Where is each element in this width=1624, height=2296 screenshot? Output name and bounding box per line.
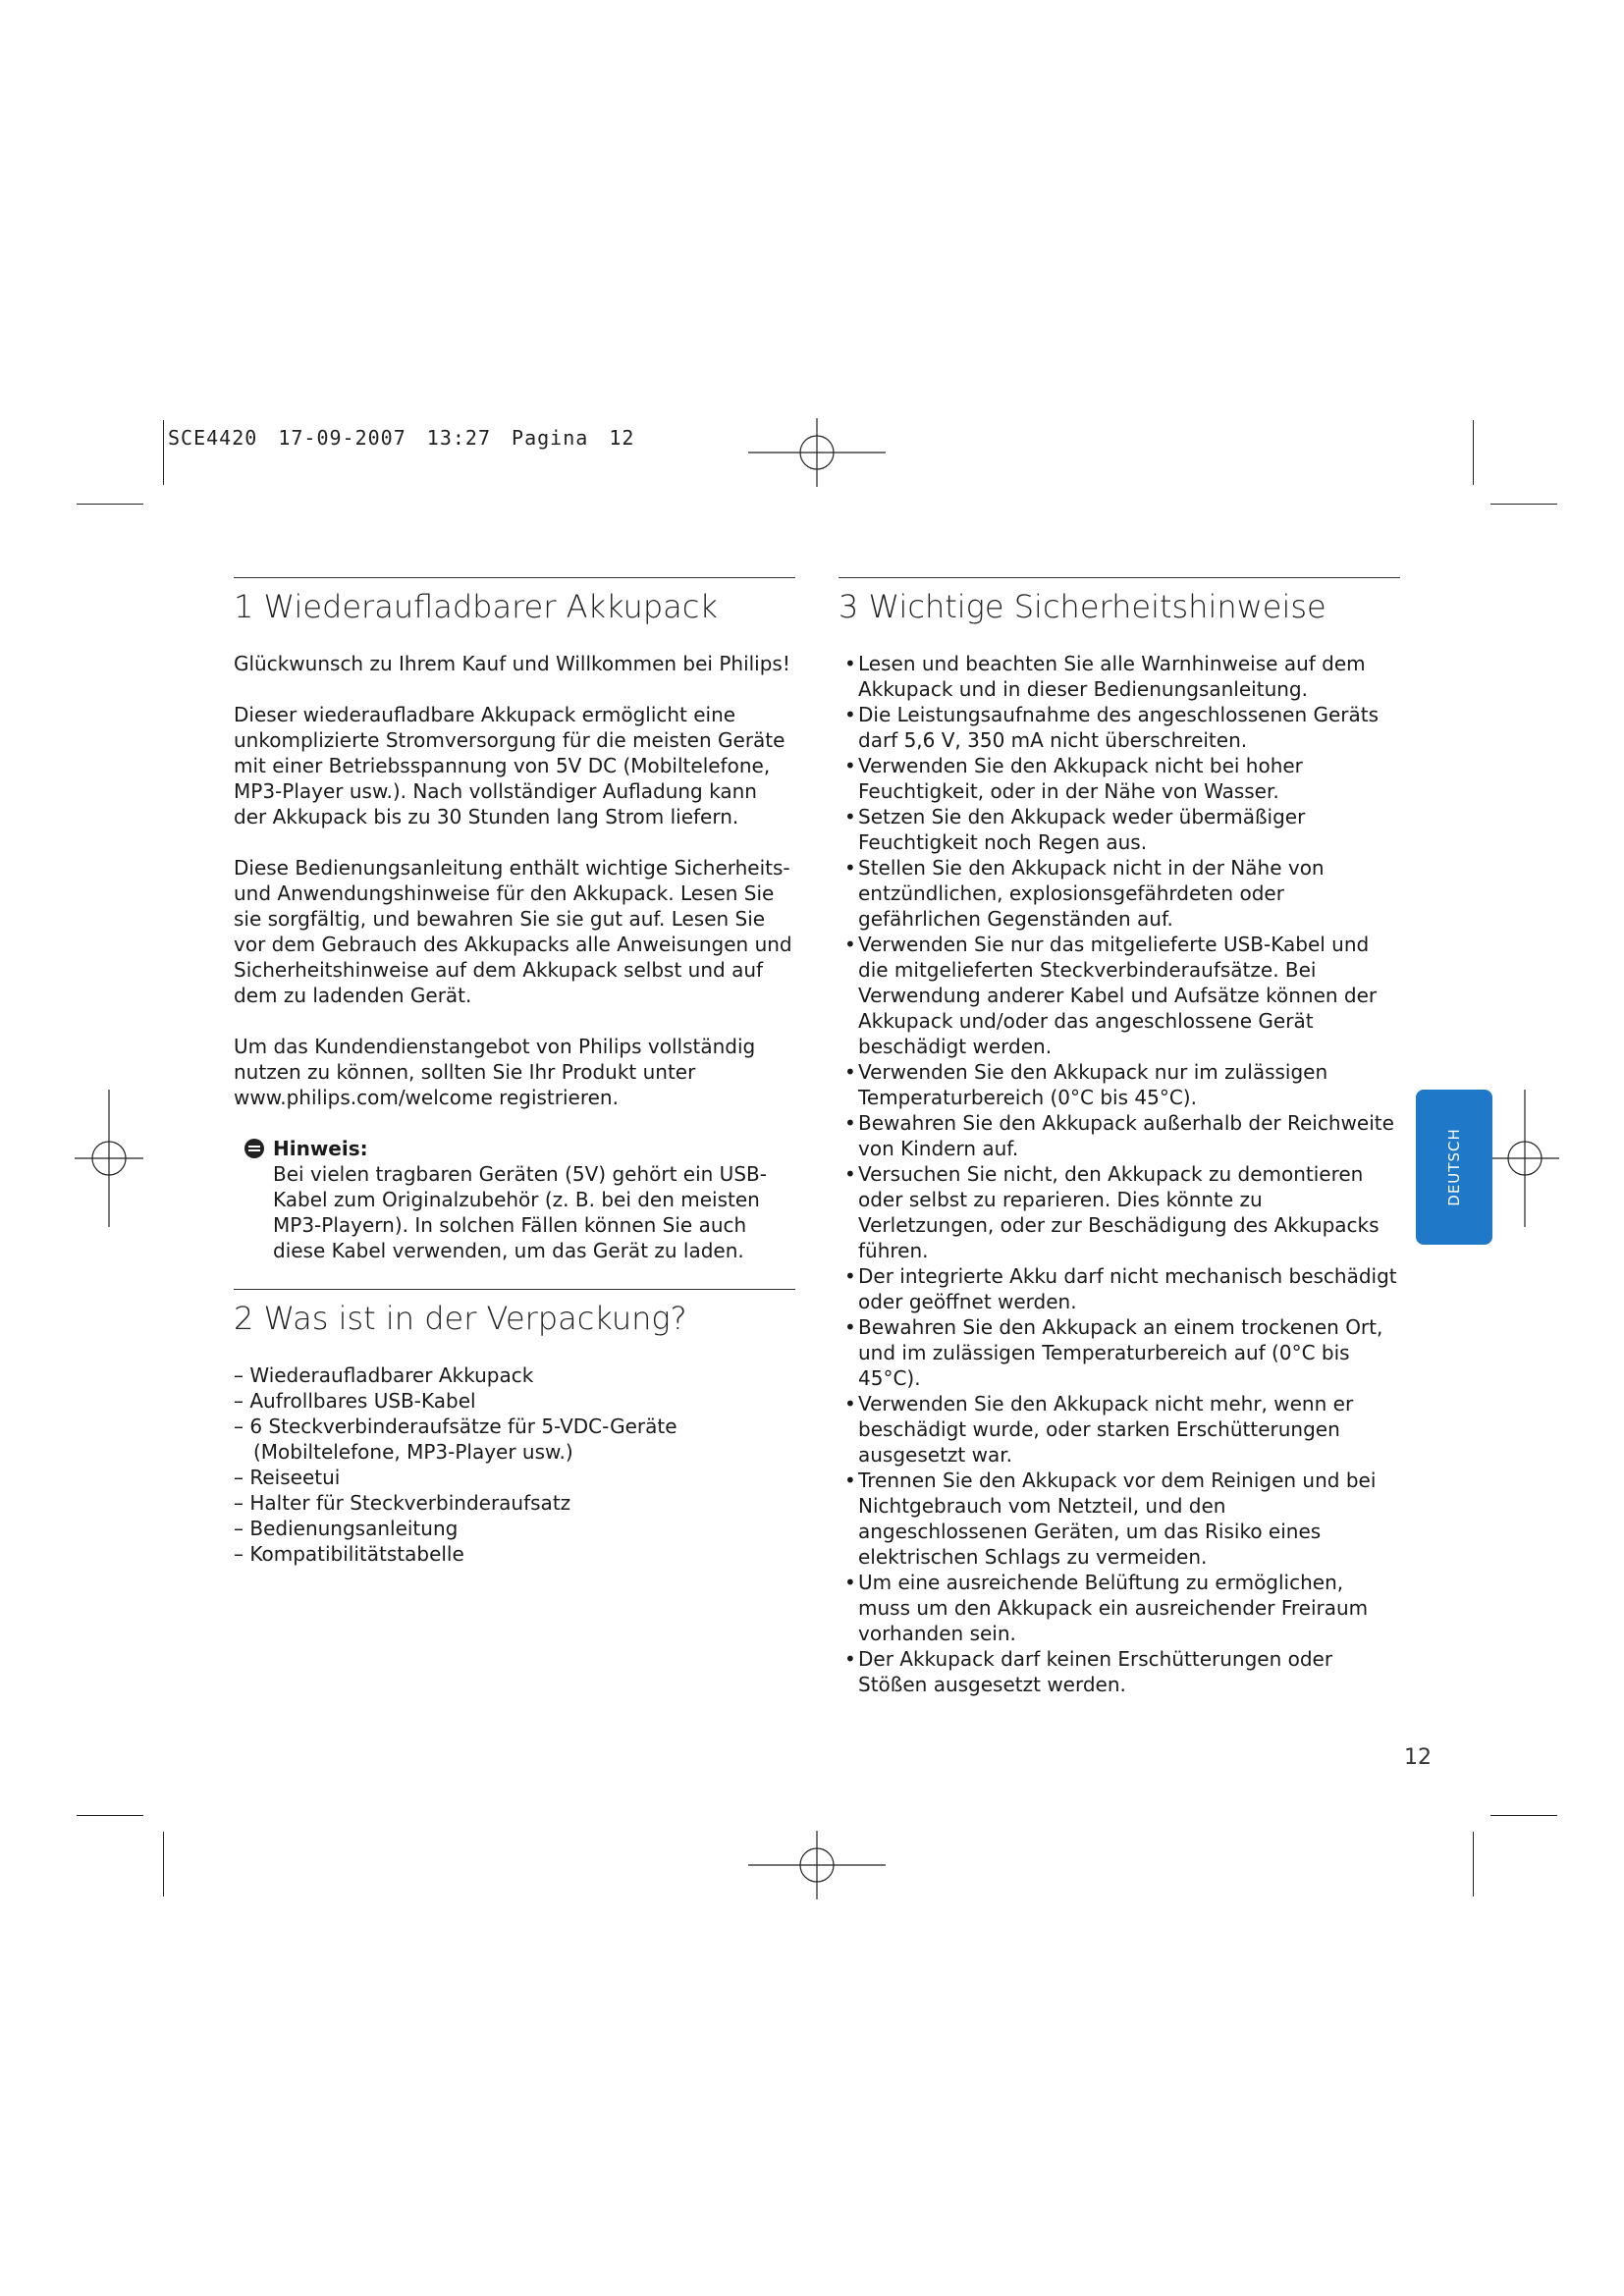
- registration-mark-icon: [748, 418, 886, 487]
- list-item: • Verwenden Sie den Akkupack nur im zulässigen Temperaturbereich (0°C bis 45°C).: [839, 1059, 1400, 1110]
- crop-mark: [163, 1832, 164, 1896]
- language-tab: [1416, 1090, 1492, 1245]
- paragraph: Dieser wiederaufladbare Akkupack ermöglicht eine unkomplizierte Stromversorgung für die meisten Geräte mit einer Betriebsspannung von 5V DC (Mobiltelefone, MP3-Player usw.). Nach vollständiger Aufladung kann der Akkupack bis zu 30 Stunden lang Strom liefern.: [234, 703, 785, 828]
- list-item: • Lesen und beachten Sie alle Warnhinweise auf dem Akkupack und in dieser Bedienungsanleitung.: [839, 651, 1400, 702]
- crop-mark: [163, 420, 164, 485]
- section-rule: [839, 577, 1400, 578]
- list-item: – 6 Steckverbinderaufsätze für 5-VDC-Geräte (Mobiltelefone, MP3-Player usw.): [234, 1414, 795, 1465]
- list-item: • Der Akkupack darf keinen Erschütterungen oder Stößen ausgesetzt werden.: [839, 1646, 1400, 1697]
- list-item: • Verwenden Sie den Akkupack nicht mehr, wenn er beschädigt wurde, oder starken Erschütterungen ausgesetzt war.: [839, 1391, 1400, 1468]
- paragraph: Diese Bedienungsanleitung enthält wichtige Sicherheits- und Anwendungshinweise für den Akkupack. Lesen Sie sie sorgfältig, und bewahren Sie sie gut auf. Lesen Sie vor dem Gebrauch des Akkupacks alle Anweisungen und Sicherheitshinweise auf dem Akkupack selbst und auf dem zu ladenden Gerät.: [234, 856, 792, 1007]
- paragraph: Glückwunsch zu Ihrem Kauf und Willkommen bei Philips!: [234, 652, 790, 675]
- package-contents-list: [234, 1362, 795, 1567]
- note-icon: [244, 1138, 265, 1159]
- list-item: • Um eine ausreichende Belüftung zu ermöglichen, muss um den Akkupack ein ausreichender Freiraum vorhanden sein.: [839, 1570, 1400, 1646]
- section-3-title: 3 Wichtige Sicherheitshinweise: [839, 588, 1326, 625]
- list-item: – Wiederaufladbarer Akkupack: [234, 1362, 795, 1388]
- list-item: • Bewahren Sie den Akkupack an einem trockenen Ort, und im zulässigen Temperaturbereich auf (0°C bis 45°C).: [839, 1314, 1400, 1391]
- section-rule: [234, 1289, 795, 1290]
- note-box: [234, 1136, 795, 1263]
- safety-list: [839, 651, 1400, 1697]
- crop-mark: [1473, 1832, 1474, 1896]
- section-rule: [234, 577, 795, 578]
- list-item: – Reiseetui: [234, 1465, 795, 1490]
- left-column: [234, 577, 795, 1567]
- list-item: • Versuchen Sie nicht, den Akkupack zu demontieren oder selbst zu reparieren. Dies könnte zu Verletzungen, oder zur Beschädigung des Akkupacks führen.: [839, 1161, 1400, 1263]
- print-slug: SCE4420 17-09-2007 13:27 Pagina 12: [168, 426, 635, 450]
- list-item: – Bedienungsanleitung: [234, 1516, 795, 1541]
- registration-mark-icon: [75, 1090, 143, 1227]
- list-item: • Setzen Sie den Akkupack weder übermäßiger Feuchtigkeit noch Regen aus.: [839, 804, 1400, 855]
- list-item: – Kompatibilitätstabelle: [234, 1541, 795, 1567]
- note-body: Bei vielen tragbaren Geräten (5V) gehört ein USB-Kabel zum Originalzubehör (z. B. bei den meisten MP3-Playern). In solchen Fällen können Sie auch diese Kabel verwenden, um das Gerät zu laden.: [273, 1162, 767, 1262]
- crop-mark: [77, 504, 143, 505]
- paragraph: Um das Kundendienstangebot von Philips vollständig nutzen zu können, sollten Sie Ihr Produkt unter www.philips.com/welcome registrieren.: [234, 1035, 756, 1109]
- list-item: • Der integrierte Akku darf nicht mechanisch beschädigt oder geöffnet werden.: [839, 1263, 1400, 1314]
- registration-mark-icon: [748, 1831, 886, 1899]
- list-item: • Die Leistungsaufnahme des angeschlossenen Geräts darf 5,6 V, 350 mA nicht überschreiten.: [839, 702, 1400, 753]
- section-1-title: 1 Wiederaufladbarer Akkupack: [234, 588, 718, 625]
- right-column: [839, 577, 1400, 1697]
- registration-mark-icon: [1490, 1090, 1559, 1227]
- crop-mark: [1473, 420, 1474, 485]
- list-item: • Verwenden Sie den Akkupack nicht bei hoher Feuchtigkeit, oder in der Nähe von Wasser.: [839, 753, 1400, 804]
- note-header: [234, 1136, 795, 1161]
- section-2-title: 2 Was ist in der Verpackung?: [234, 1300, 687, 1337]
- crop-mark: [77, 1815, 143, 1816]
- crop-mark: [1490, 504, 1557, 505]
- list-item: • Trennen Sie den Akkupack vor dem Reinigen und bei Nichtgebrauch vom Netzteil, und den angeschlossenen Geräten, um das Risiko eines elektrischen Schlags zu vermeiden.: [839, 1468, 1400, 1570]
- crop-mark: [1490, 1815, 1557, 1816]
- list-item: • Stellen Sie den Akkupack nicht in der Nähe von entzündlichen, explosionsgefährdeten oder gefährlichen Gegenständen auf.: [839, 855, 1400, 932]
- list-item: – Aufrollbares USB-Kabel: [234, 1388, 795, 1414]
- language-tab-label: DEUTSCH: [1445, 1128, 1463, 1206]
- page-number: 12: [1404, 1745, 1432, 1770]
- list-item: • Verwenden Sie nur das mitgelieferte USB-Kabel und die mitgelieferten Steckverbinderaufsätze. Bei Verwendung anderer Kabel und Aufsätze können der Akkupack und/oder das angeschlossene Gerät beschädigt werden.: [839, 932, 1400, 1059]
- list-item: – Halter für Steckverbinderaufsatz: [234, 1490, 795, 1516]
- note-title: Hinweis:: [273, 1137, 368, 1160]
- list-item: • Bewahren Sie den Akkupack außerhalb der Reichweite von Kindern auf.: [839, 1110, 1400, 1161]
